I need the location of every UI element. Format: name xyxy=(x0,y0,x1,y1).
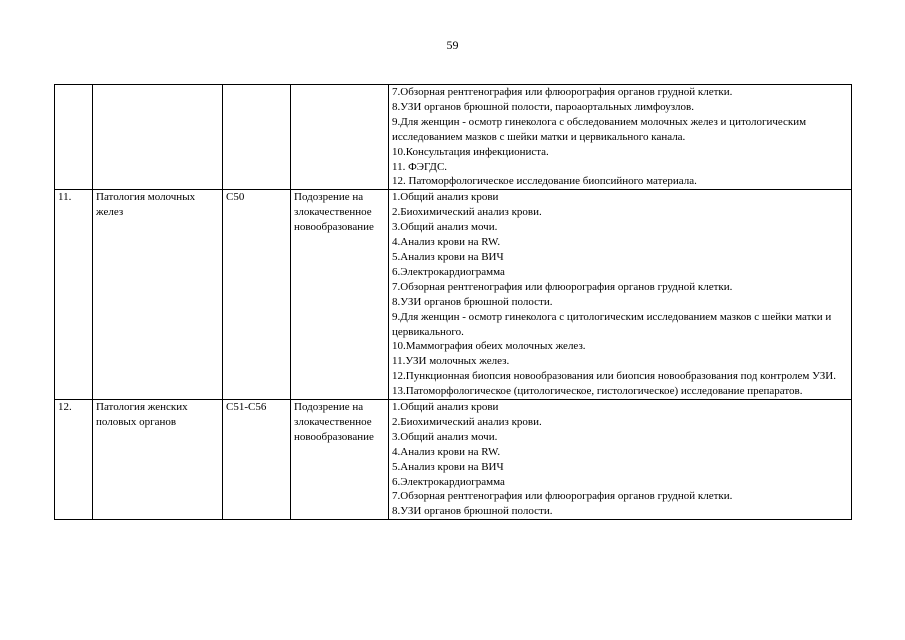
exam-item: 12.Пункционная биопсия новообразования или биопсия новообразования под контролем УЗИ. xyxy=(392,370,836,383)
exam-item: 10.Консультация инфекциониста. xyxy=(392,145,549,158)
exam-item: 1.Общий анализ крови xyxy=(392,401,499,414)
exam-item: 3.Общий анализ мочи. xyxy=(392,221,498,234)
cell-examinations xyxy=(389,190,852,400)
exam-item: 11. ФЭГДС. xyxy=(392,160,448,173)
cell-number: 11. xyxy=(55,190,93,400)
exam-item: 10.Маммография обеих молочных желез. xyxy=(392,340,586,353)
examination-table xyxy=(54,84,852,520)
exam-item: 7.Обзорная рентгенография или флюорография органов грудной клетки. xyxy=(392,490,733,503)
exam-item: 2.Биохимический анализ крови. xyxy=(392,206,542,219)
exam-item: 3.Общий анализ мочи. xyxy=(392,430,498,443)
exam-item: 1.Общий анализ крови xyxy=(392,191,499,204)
table-row-12 xyxy=(55,400,852,520)
cell-reason: Подозрение на злокачественное новообразование xyxy=(291,190,389,400)
exam-item: 5.Анализ крови на ВИЧ xyxy=(392,460,504,473)
cell-number xyxy=(55,85,93,190)
exam-item: 11.УЗИ молочных желез. xyxy=(392,355,510,368)
cell-code: С51-С56 xyxy=(223,400,291,520)
cell-pathology: Патология женских половых органов xyxy=(93,400,223,520)
exam-item: 2.Биохимический анализ крови. xyxy=(392,415,542,428)
exam-item: 8.УЗИ органов брюшной полости, пароаортальных лимфоузлов. xyxy=(392,100,694,113)
exam-item: 13.Патоморфологическое (цитологическое, гистологическое) исследование препаратов. xyxy=(392,385,803,398)
exam-item: 9.Для женщин - осмотр гинеколога с обследованием молочных желез и цитологическим исследованием мазков с шейки матки и цервикального канала. xyxy=(392,115,807,143)
cell-code: С50 xyxy=(223,190,291,400)
exam-item: 7.Обзорная рентгенография или флюорография органов грудной клетки. xyxy=(392,86,733,98)
exam-item: 8.УЗИ органов брюшной полости. xyxy=(392,295,553,308)
exam-item: 4.Анализ крови на RW. xyxy=(392,445,501,458)
exam-item: 12. Патоморфологическое исследование биопсийного материала. xyxy=(392,175,697,188)
page-number: 59 xyxy=(446,38,459,52)
cell-code xyxy=(223,85,291,190)
cell-reason: Подозрение на злокачественное новообразование xyxy=(291,400,389,520)
cell-pathology xyxy=(93,85,223,190)
cell-number: 12. xyxy=(55,400,93,520)
table-row-continuation xyxy=(55,85,852,190)
exam-item: 8.УЗИ органов брюшной полости. xyxy=(392,505,553,518)
exam-item: 9.Для женщин - осмотр гинеколога с цитологическим исследованием мазков с шейки матки и цервикального. xyxy=(392,310,832,338)
exam-item: 6.Электрокардиограмма xyxy=(392,265,505,278)
cell-examinations xyxy=(389,85,852,190)
exam-item: 4.Анализ крови на RW. xyxy=(392,236,501,249)
cell-reason xyxy=(291,85,389,190)
table-row-11 xyxy=(55,190,852,400)
exam-item: 6.Электрокардиограмма xyxy=(392,475,505,488)
cell-pathology: Патология молочных желез xyxy=(93,190,223,400)
cell-examinations xyxy=(389,400,852,520)
exam-item: 7.Обзорная рентгенография или флюорография органов грудной клетки. xyxy=(392,280,733,293)
exam-item: 5.Анализ крови на ВИЧ xyxy=(392,250,504,263)
